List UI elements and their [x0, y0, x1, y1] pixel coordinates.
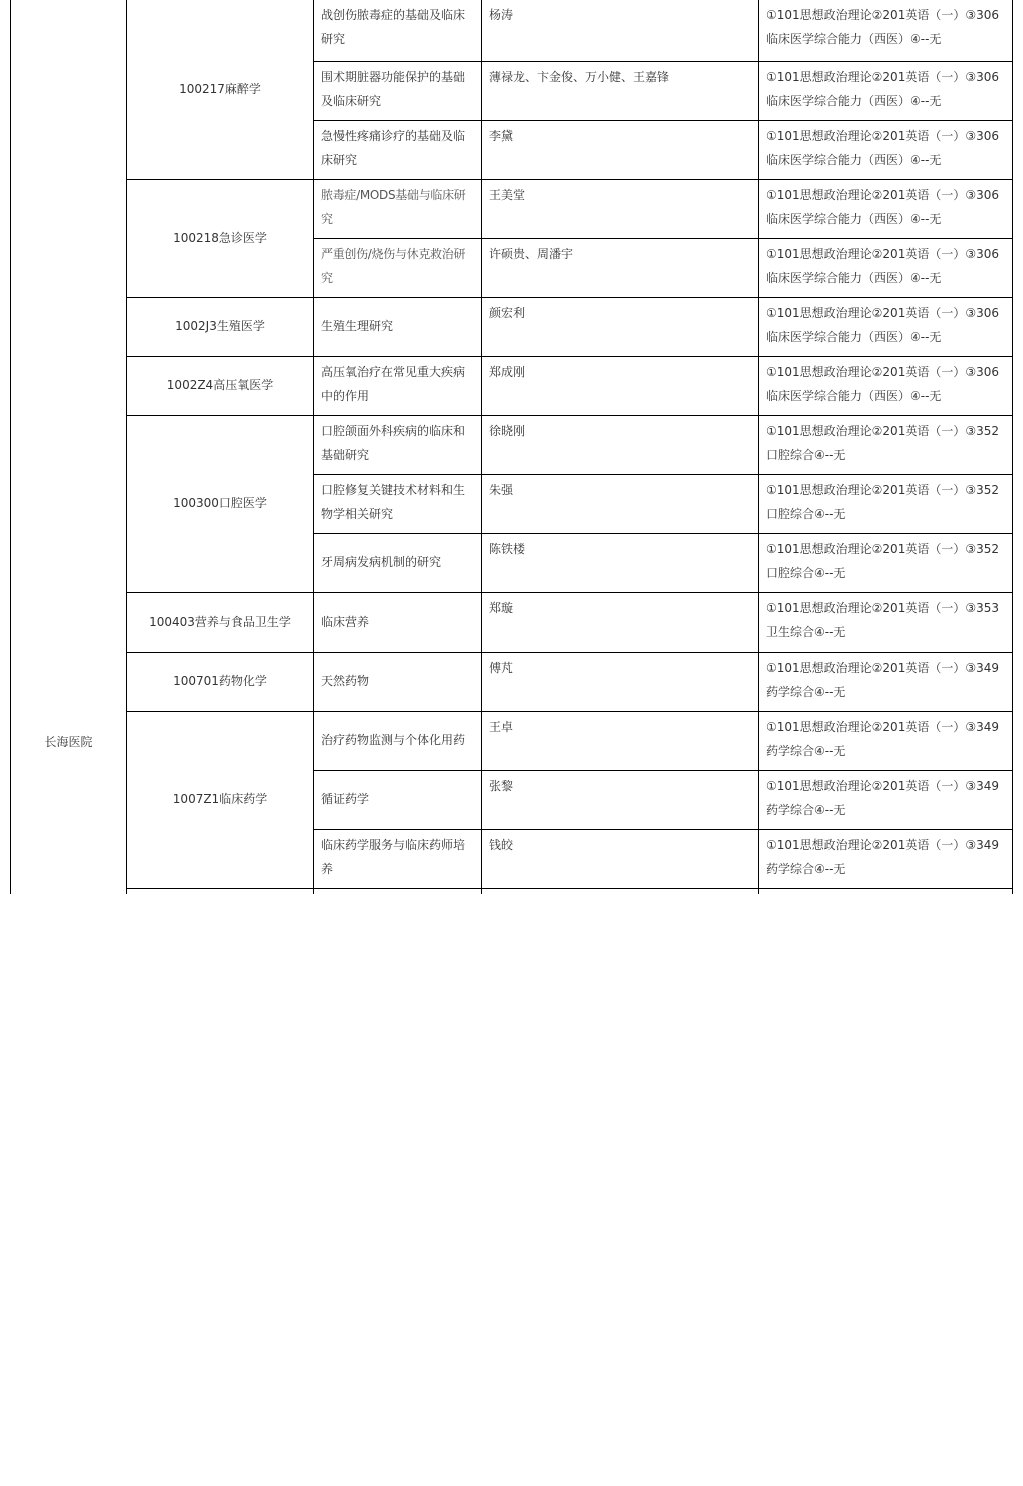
tutor-name: 钱皎	[489, 838, 514, 852]
major-name: 100218急诊医学	[173, 230, 267, 245]
tutor-name: 陈铁楼	[489, 542, 526, 556]
major-name: 100300口腔医学	[173, 496, 267, 511]
tutor-name: 徐晓刚	[489, 424, 526, 438]
major-name: 1002J3生殖医学	[175, 319, 265, 334]
exam-subjects: ①101思想政治理论②201英语（一）③349药学综合④--无	[766, 720, 999, 758]
major-name: 100403营养与食品卫生学	[149, 614, 291, 629]
exam-subjects: ①101思想政治理论②201英语（一）③306临床医学综合能力（西医）④--无	[766, 70, 999, 108]
tutor-name: 傅芃	[489, 661, 514, 675]
tutor-name: 张黎	[489, 779, 514, 793]
research-direction: 循证药学	[321, 792, 370, 807]
research-direction: 围术期脏器功能保护的基础及临床研究	[321, 70, 466, 108]
tutor-name: 杨涛	[489, 8, 514, 22]
exam-subjects: ①101思想政治理论②201英语（一）③352口腔综合④--无	[766, 483, 999, 521]
tutor-name: 王卓	[489, 720, 514, 734]
exam-subjects: ①101思想政治理论②201英语（一）③306临床医学综合能力（西医）④--无	[766, 188, 999, 226]
major-cell	[127, 593, 313, 652]
research-direction: 战创伤脓毒症的基础及临床研究	[321, 8, 466, 46]
exam-subjects: ①101思想政治理论②201英语（一）③352口腔综合④--无	[766, 424, 999, 462]
exam-subjects: ①101思想政治理论②201英语（一）③306临床医学综合能力（西医）④--无	[766, 8, 999, 46]
research-direction: 脓毒症/MODS基础与临床研究	[321, 188, 466, 226]
major-cell	[127, 357, 313, 415]
hospital-cell	[11, 0, 126, 1486]
research-direction: 严重创伤/烧伤与休克救治研究	[321, 247, 466, 285]
tutor-name: 李黛	[489, 129, 514, 143]
major-name: 1002Z4高压氧医学	[166, 378, 274, 393]
research-direction: 天然药物	[321, 674, 370, 689]
tutor-name: 郑成刚	[489, 365, 526, 379]
exam-subjects: ①101思想政治理论②201英语（一）③352口腔综合④--无	[766, 542, 999, 580]
major-name: 1007Z1临床药学	[172, 792, 268, 807]
research-direction: 临床营养	[321, 614, 370, 629]
research-direction: 口腔颌面外科疾病的临床和基础研究	[321, 424, 466, 462]
exam-subjects: ①101思想政治理论②201英语（一）③349药学综合④--无	[766, 838, 999, 876]
exam-subjects: ①101思想政治理论②201英语（一）③306临床医学综合能力（西医）④--无	[766, 365, 999, 403]
research-direction: 口腔修复关键技术材料和生物学相关研究	[321, 483, 466, 521]
research-direction: 治疗药物监测与个体化用药	[321, 733, 466, 748]
research-direction: 高压氧治疗在常见重大疾病中的作用	[321, 365, 466, 403]
major-cell	[127, 298, 313, 356]
exam-subjects: ①101思想政治理论②201英语（一）③306临床医学综合能力（西医）④--无	[766, 129, 999, 167]
tutor-name: 薄禄龙、卞金俊、万小健、王嘉锋	[489, 70, 670, 84]
exam-subjects: ①101思想政治理论②201英语（一）③353卫生综合④--无	[766, 601, 999, 639]
tutor-name: 颜宏利	[489, 306, 526, 320]
tutor-name: 郑璇	[489, 601, 514, 615]
exam-subjects: ①101思想政治理论②201英语（一）③349药学综合④--无	[766, 661, 999, 699]
research-direction: 临床药学服务与临床药师培养	[321, 838, 466, 876]
tutor-name: 王美堂	[489, 188, 526, 202]
tutor-name: 朱强	[489, 483, 514, 497]
hospital-name: 长海医院	[44, 735, 93, 750]
tutor-name: 许硕贵、周潘宇	[489, 247, 574, 261]
major-name: 100217麻醉学	[179, 81, 261, 96]
research-direction: 牙周病发病机制的研究	[321, 555, 442, 570]
major-cell	[127, 653, 313, 711]
major-cell	[127, 180, 313, 297]
research-direction: 生殖生理研究	[321, 319, 394, 334]
major-cell	[127, 712, 313, 888]
exam-subjects: ①101思想政治理论②201英语（一）③306临床医学综合能力（西医）④--无	[766, 306, 999, 344]
research-direction: 急慢性疼痛诊疗的基础及临床研究	[321, 129, 466, 167]
major-cell	[127, 416, 313, 592]
major-cell	[127, 0, 313, 179]
exam-subjects: ①101思想政治理论②201英语（一）③306临床医学综合能力（西医）④--无	[766, 247, 999, 285]
exam-subjects: ①101思想政治理论②201英语（一）③349药学综合④--无	[766, 779, 999, 817]
major-name: 100701药物化学	[173, 674, 267, 689]
